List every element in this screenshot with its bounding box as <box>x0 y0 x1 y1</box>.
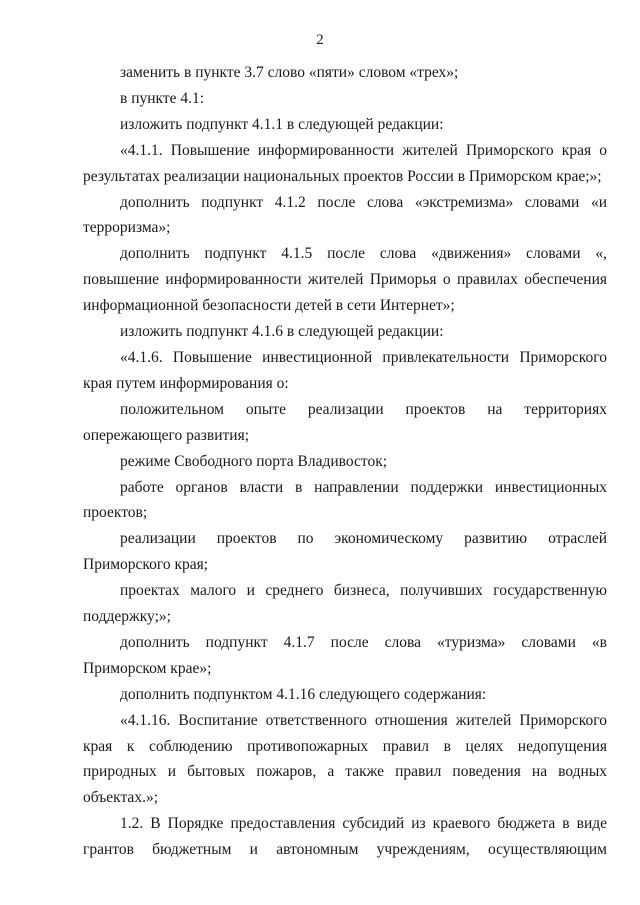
paragraph-list-free-port: режиме Свободного порта Владивосток; <box>120 452 388 470</box>
paragraph-replace-word: заменить в пункте 3.7 слово «пяти» словом «трех»; <box>120 64 459 81</box>
paragraph-add-4-1-16: дополнить подпунктом 4.1.16 следующего содержания: <box>120 685 487 703</box>
paragraph-4-1-16-text: «4.1.16. Воспитание ответственного отношения жителей Приморского края к соблюдению противопожарных правил в целях недопущения природных и бытовых пожаров, а также правил поведения на водных объектах.»; <box>83 711 607 807</box>
paragraph-list-small-business: проектах малого и среднего бизнеса, получивших государственную поддержку;»; <box>83 582 607 626</box>
paragraph-clause-4-1: в пункте 4.1: <box>120 89 205 107</box>
paragraph-list-authorities: работе органов власти в направлении поддержки инвестиционных проектов; <box>83 478 607 522</box>
document-body <box>83 60 607 863</box>
paragraph-amend-4-1-5: дополнить подпункт 4.1.5 после слова «движения» словами «, повышение информированности жителей Приморья о правилах обеспечения информационной безопасности детей в сети Интернет»; <box>83 245 607 315</box>
paragraph-1-2-subsidies: 1.2. В Порядке предоставления субсидий из краевого бюджета в виде грантов бюджетным и автономным учреждениям, осуществляющим <box>83 815 607 859</box>
paragraph-list-positive-experience: положительном опыте реализации проектов на территориях опережающего развития; <box>83 400 607 444</box>
paragraph-list-economic-development: реализации проектов по экономическому развитию отраслей Приморского края; <box>83 530 607 574</box>
page-number: 2 <box>316 32 324 48</box>
paragraph-amend-4-1-7: дополнить подпункт 4.1.7 после слова «туризма» словами «в Приморском крае»; <box>83 633 607 677</box>
paragraph-amend-4-1-2: дополнить подпункт 4.1.2 после слова «экстремизма» словами «и терроризма»; <box>83 193 607 237</box>
paragraph-4-1-1-text: «4.1.1. Повышение информированности жителей Приморского края о результатах реализации национальных проектов России в Приморском крае;»; <box>83 141 607 185</box>
paragraph-restate-4-1-1: изложить подпункт 4.1.1 в следующей редакции: <box>120 115 444 133</box>
paragraph-restate-4-1-6: изложить подпункт 4.1.6 в следующей редакции: <box>120 323 444 341</box>
paragraph-4-1-6-text: «4.1.6. Повышение инвестиционной привлекательности Приморского края путем информирования о: <box>83 348 607 392</box>
